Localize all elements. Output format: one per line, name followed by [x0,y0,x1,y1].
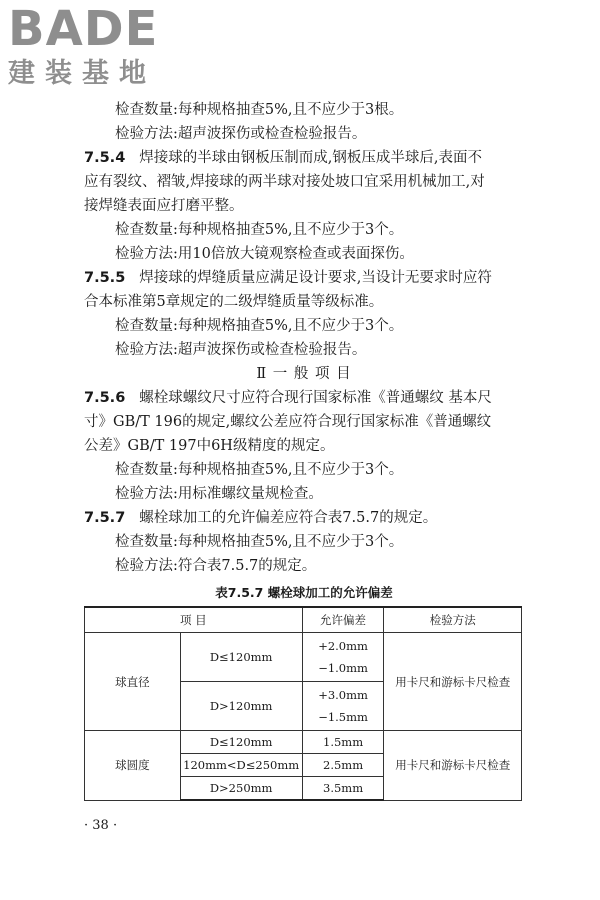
header-method: 检验方法 [384,607,522,633]
clause-7-5-7 [84,506,524,530]
document-body [84,98,524,801]
text-line: 检查数量:每种规格抽查5%,且不应少于3个。 [115,534,404,550]
roundness-dev-3: 3.5mm [302,777,384,801]
text-line: 合本标准第5章规定的二级焊缝质量等级标准。 [84,294,384,310]
text-line: 检查数量:每种规格抽查5%,且不应少于3个。 [115,222,404,238]
clause-text: 焊接球的焊缝质量应满足设计要求,当设计无要求时应符 [139,270,492,286]
table-row [85,633,522,682]
section-heading: Ⅱ 一 般 项 目 [256,366,352,382]
roundness-dev-2: 2.5mm [302,754,384,777]
roundness-cond-1: D≤120mm [180,731,302,754]
diameter-cond-2: D>120mm [180,682,302,731]
text-line: 检查数量:每种规格抽查5%,且不应少于3个。 [115,462,404,478]
clause-text: 螺栓球加工的允许偏差应符合表7.5.7的规定。 [139,510,438,526]
diameter-dev-2 [302,682,384,731]
table-row [85,731,522,754]
brand-logo [8,1,178,90]
page-number: · 38 · [84,818,118,833]
deviation-upper: +3.0mm [318,688,368,702]
tolerance-table [84,606,522,801]
clause-number: 7.5.7 [84,510,126,526]
text-line: 应有裂纹、褶皱,焊接球的两半球对接处坡口宜采用机械加工,对 [84,174,485,190]
roundness-cond-3: D>250mm [180,777,302,801]
text-line: 接焊缝表面应打磨平整。 [84,198,244,214]
header-item: 项 目 [85,607,303,633]
diameter-method: 用卡尺和游标卡尺检查 [384,633,522,731]
logo-brand-text: BADE [8,1,159,57]
diameter-dev-1 [302,633,384,682]
roundness-label: 球圆度 [85,731,181,801]
deviation-lower: −1.0mm [318,661,368,675]
clause-number: 7.5.6 [84,390,126,406]
text-line: 检查数量:每种规格抽查5%,且不应少于3个。 [115,318,404,334]
logo-subtitle: 建装基地 [8,58,156,89]
clause-7-5-6 [84,386,524,410]
diameter-cond-1: D≤120mm [180,633,302,682]
text-line: 检验方法:超声波探伤或检查检验报告。 [115,126,367,142]
text-line: 检验方法:超声波探伤或检查检验报告。 [115,342,367,358]
text-line: 检查数量:每种规格抽查5%,且不应少于3根。 [115,102,404,118]
roundness-cond-2: 120mm<D≤250mm [180,754,302,777]
clause-text: 螺栓球螺纹尺寸应符合现行国家标准《普通螺纹 基本尺 [139,390,492,406]
text-line: 检验方法:符合表7.5.7的规定。 [115,558,317,574]
clause-number: 7.5.5 [84,270,126,286]
text-line: 检验方法:用10倍放大镜观察检查或表面探伤。 [115,246,414,262]
clause-text: 焊接球的半球由钢板压制而成,钢板压成半球后,表面不 [139,150,483,166]
table-header-row [85,607,522,633]
clause-7-5-5 [84,266,524,290]
clause-7-5-4 [84,146,524,170]
text-line: 检验方法:用标准螺纹量规检查。 [115,486,323,502]
clause-number: 7.5.4 [84,150,126,166]
deviation-lower: −1.5mm [318,710,368,724]
diameter-label: 球直径 [85,633,181,731]
roundness-method: 用卡尺和游标卡尺检查 [384,731,522,801]
text-line: 公差》GB/T 197中6H级精度的规定。 [84,438,335,454]
roundness-dev-1: 1.5mm [302,731,384,754]
deviation-upper: +2.0mm [318,639,368,653]
text-line: 寸》GB/T 196的规定,螺纹公差应符合现行国家标准《普通螺纹 [84,414,492,430]
header-deviation: 允许偏差 [302,607,384,633]
table-caption: 表7.5.7 螺栓球加工的允许偏差 [215,585,393,600]
